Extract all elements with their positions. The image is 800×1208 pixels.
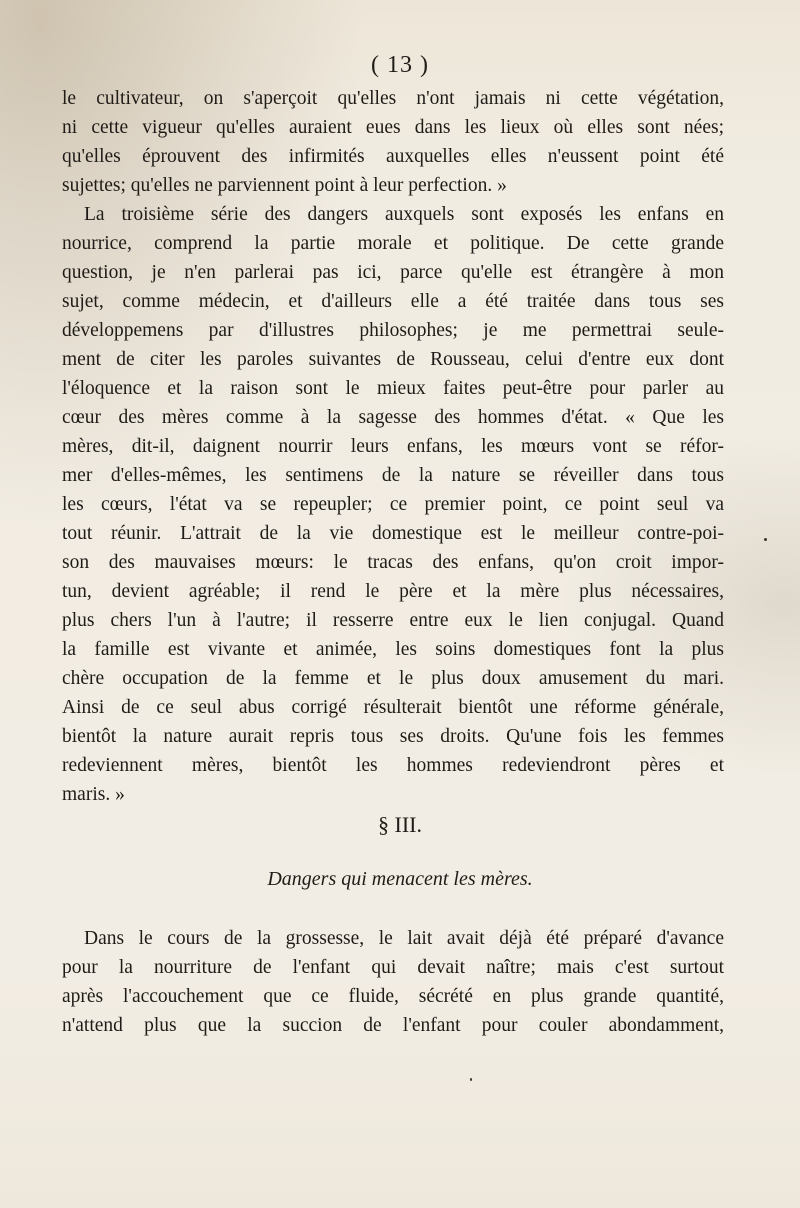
- text-line: tout réunir. L'attrait de la vie domestique est le meilleur contre-poi-: [62, 523, 724, 544]
- text-line: nourrice, comprend la partie morale et politique. De cette grande: [62, 233, 724, 254]
- main-text-block: [62, 84, 724, 809]
- text-line: développemens par d'illustres philosophes; je me permettrai seule-: [62, 320, 724, 341]
- text-line: plus chers l'un à l'autre; il resserre entre eux le lien conjugal. Quand: [62, 610, 724, 631]
- text-line: les cœurs, l'état va se repeupler; ce premier point, ce point seul va: [62, 494, 724, 515]
- text-line: redeviennent mères, bientôt les hommes redeviendront pères et: [62, 755, 724, 776]
- text-line: Dans le cours de la grossesse, le lait avait déjà été préparé d'avance: [84, 928, 724, 949]
- text-line: le cultivateur, on s'aperçoit qu'elles n'ont jamais ni cette végétation,: [62, 88, 724, 109]
- text-line: chère occupation de la femme et le plus doux amusement du mari.: [62, 668, 724, 689]
- text-line: sujettes; qu'elles ne parviennent point à leur perfection. »: [62, 175, 507, 196]
- section-subtitle: Dangers qui menacent les mères.: [267, 868, 533, 890]
- text-line: n'attend plus que la succion de l'enfant pour couler abondamment,: [62, 1015, 724, 1036]
- text-line: ment de citer les paroles suivantes de Rousseau, celui d'entre eux dont: [62, 349, 724, 370]
- text-line: après l'accouchement que ce fluide, sécrété en plus grande quantité,: [62, 986, 724, 1007]
- text-line: mer d'elles-mêmes, les sentimens de la nature se réveiller dans tous: [62, 465, 724, 486]
- text-line: maris. »: [62, 784, 125, 805]
- section-heading: § III.: [378, 812, 422, 837]
- text-line: la famille est vivante et animée, les soins domestiques font la plus: [62, 639, 724, 660]
- paper-speck: [470, 1078, 472, 1081]
- text-line: son des mauvaises mœurs: le tracas des enfans, qu'on croit impor-: [62, 552, 724, 573]
- page-number: ( 13 ): [371, 52, 429, 78]
- text-line: sujet, comme médecin, et d'ailleurs elle a été traitée dans tous ses: [62, 291, 724, 312]
- text-line: Ainsi de ce seul abus corrigé résulterait bientôt une réforme générale,: [62, 697, 724, 718]
- paper-speck: [764, 538, 767, 541]
- text-line: cœur des mères comme à la sagesse des hommes d'état. « Que les: [62, 407, 724, 428]
- text-line: qu'elles éprouvent des infirmités auxquelles elles n'eussent point été: [62, 146, 724, 167]
- text-line: tun, devient agréable; il rend le père et la mère plus nécessaires,: [62, 581, 724, 602]
- text-line: pour la nourriture de l'enfant qui devait naître; mais c'est surtout: [62, 957, 724, 978]
- text-line: La troisième série des dangers auxquels sont exposés les enfans en: [84, 204, 724, 225]
- text-line: question, je n'en parlerai pas ici, parce qu'elle est étrangère à mon: [62, 262, 724, 283]
- text-line: ni cette vigueur qu'elles auraient eues dans les lieux où elles sont nées;: [62, 117, 724, 138]
- text-line: mères, dit-il, daignent nourrir leurs enfans, les mœurs vont se réfor-: [62, 436, 724, 457]
- section-text-block: [62, 924, 724, 1040]
- text-line: l'éloquence et la raison sont le mieux faites peut-être pour parler au: [62, 378, 724, 399]
- text-line: bientôt la nature aurait repris tous ses droits. Qu'une fois les femmes: [62, 726, 724, 747]
